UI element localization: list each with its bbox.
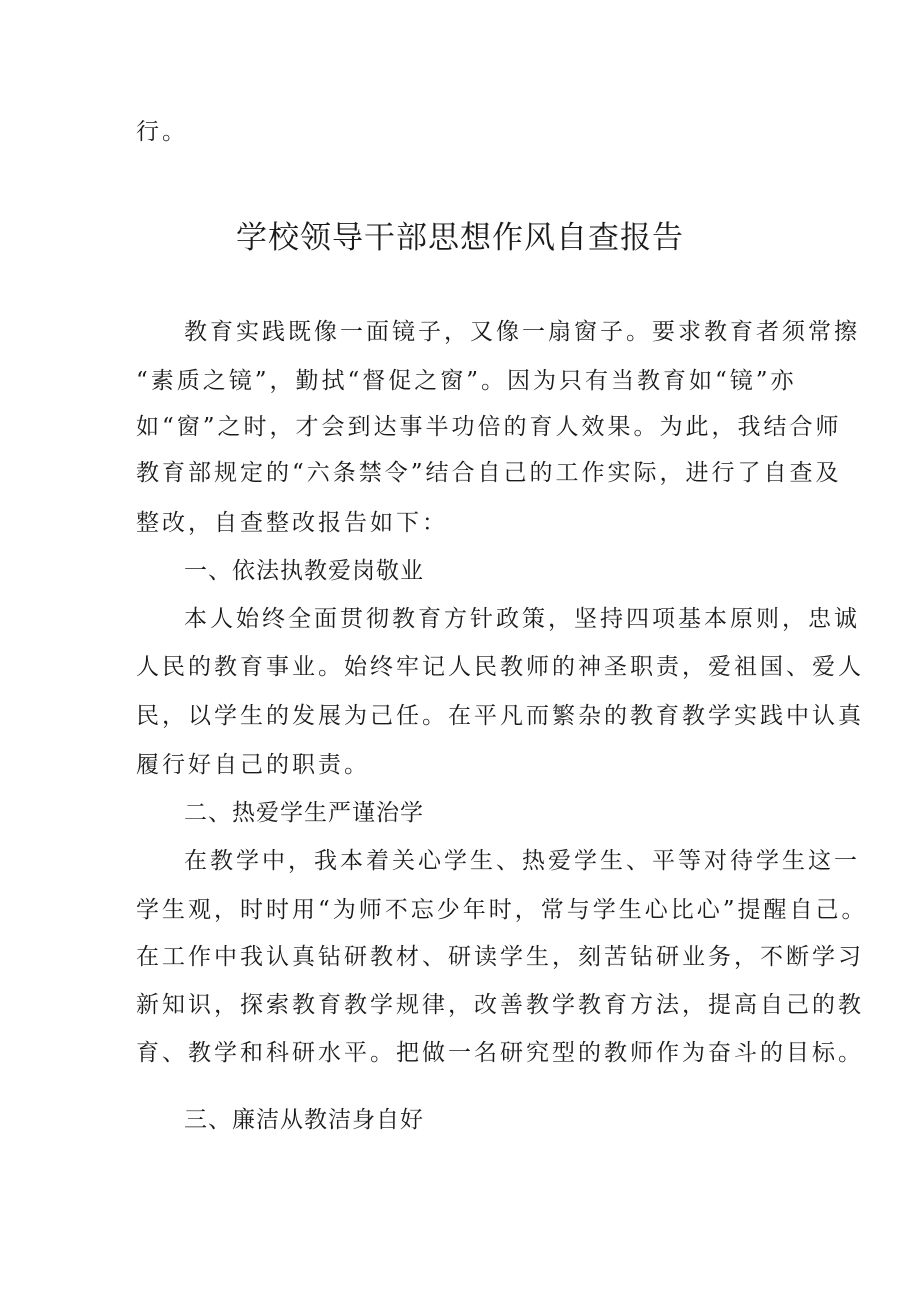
paragraph-line: 如“窗”之时，才会到达事半功倍的育人效果。为此，我结合师 (136, 414, 842, 440)
paragraph-line: 民，以学生的发展为己任。在平凡而繁杂的教育教学实践中认真 (136, 703, 864, 729)
paragraph-line: 本人始终全面贯彻教育方针政策，坚持四项基本原则，忠诚 (184, 606, 860, 632)
paragraph-line: 整改，自查整改报告如下： (136, 510, 448, 536)
paragraph-line: 在教学中，我本着关心学生、热爱学生、平等对待学生这一 (184, 848, 860, 874)
document-title: 学校领导干部思想作风自查报告 (236, 220, 684, 256)
paragraph-line: 人民的教育事业。始终牢记人民教师的神圣职责，爱祖国、爱人 (136, 654, 864, 680)
paragraph-line: 教育实践既像一面镜子，又像一扇窗子。要求教育者须常擦 (184, 319, 860, 345)
section-heading-1: 一、依法执教爱岗敬业 (184, 558, 424, 584)
paragraph-line: 新知识，探索教育教学规律，改善教学教育方法，提高自己的教 (136, 992, 864, 1018)
paragraph-line: 教育部规定的“六条禁令”结合自己的工作实际，进行了自查及 (136, 460, 842, 486)
paragraph-line: 学生观，时时用“为师不忘少年时，常与学生心比心”提醒自己。 (136, 897, 868, 923)
paragraph-line: 履行好自己的职责。 (136, 752, 370, 778)
paragraph-line: 育、教学和科研水平。把做一名研究型的教师作为奋斗的目标。 (136, 1040, 864, 1066)
paragraph-line: 在工作中我认真钻研教材、研读学生，刻苦钻研业务，不断学习 (136, 944, 864, 970)
section-heading-2: 二、热爱学生严谨治学 (184, 800, 424, 826)
paragraph-line: “素质之镜”，勤拭“督促之窗”。因为只有当教育如“镜”亦 (136, 368, 797, 394)
section-heading-3: 三、廉洁从教洁身自好 (184, 1107, 424, 1133)
top-fragment-text: 行。 (136, 119, 188, 145)
